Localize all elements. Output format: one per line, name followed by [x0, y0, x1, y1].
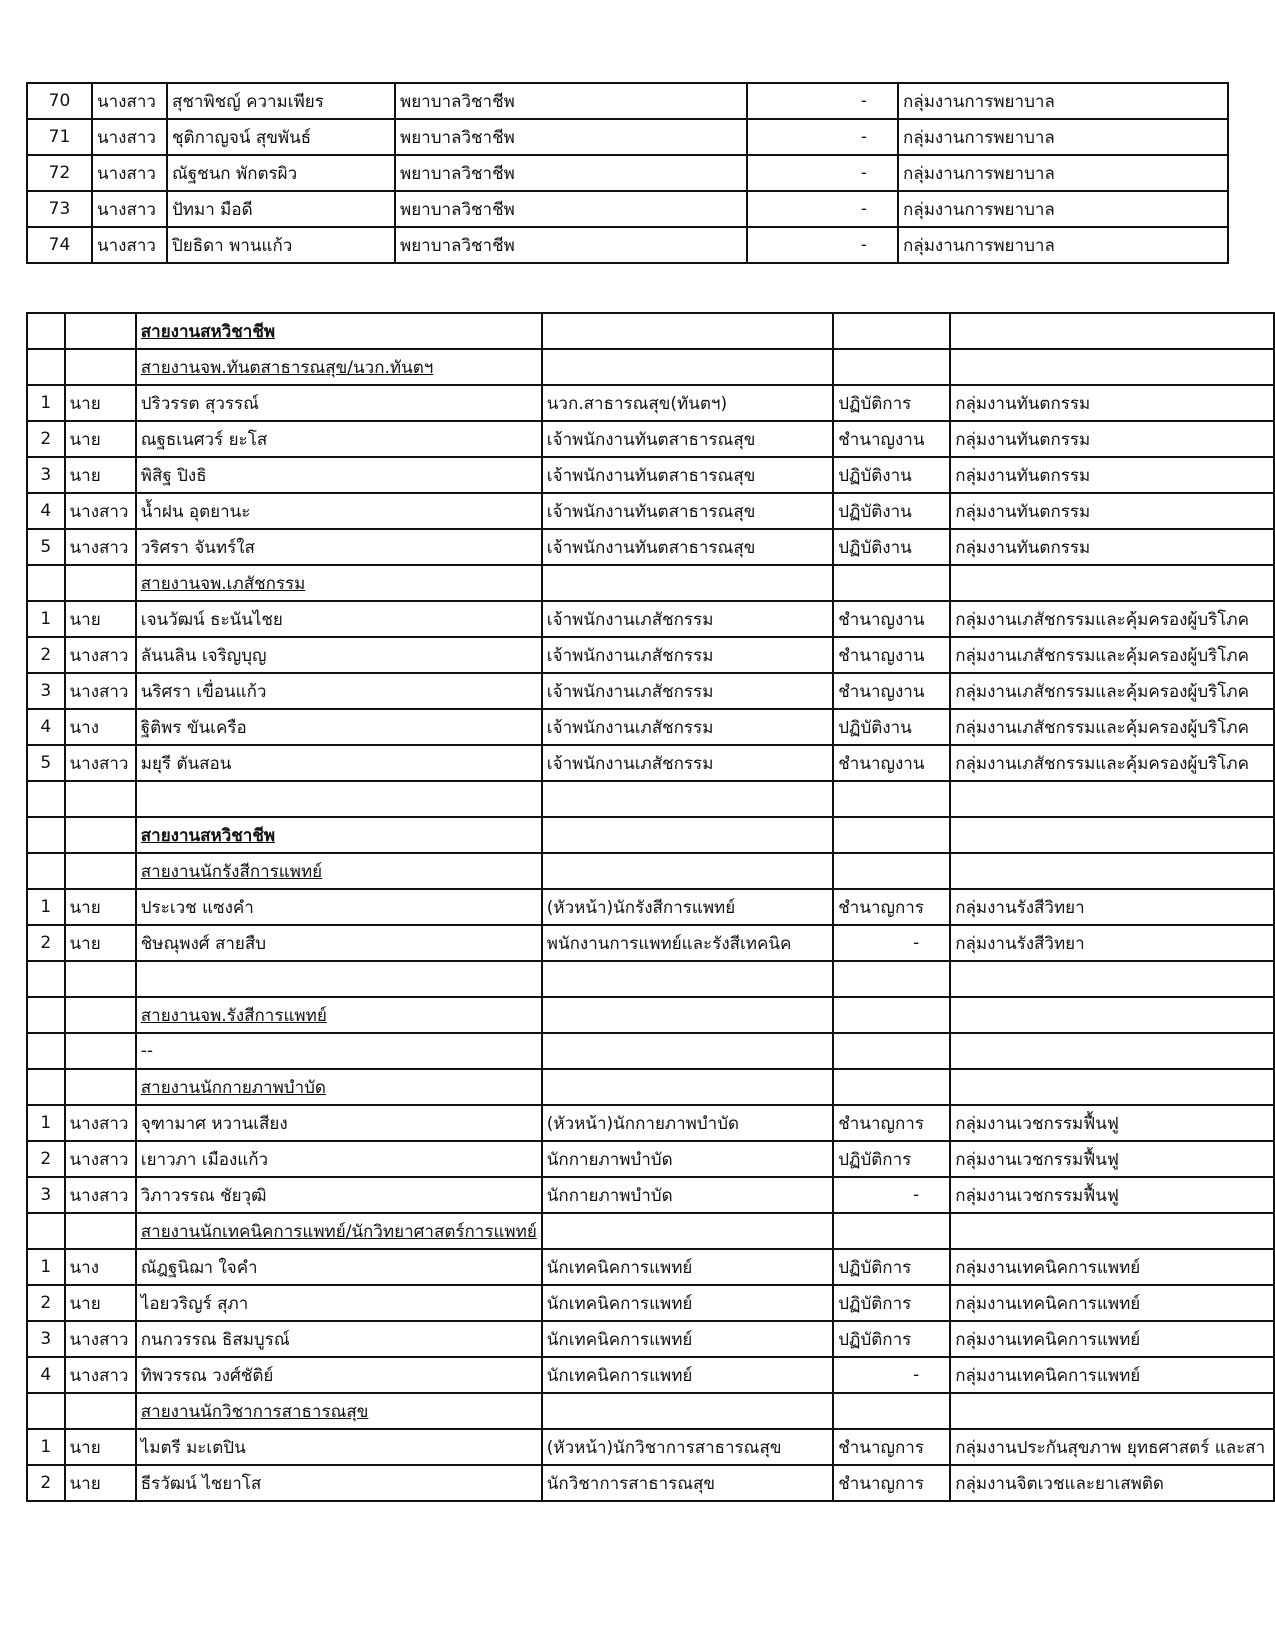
group-cell: กลุ่มงานเทคนิคการแพทย์	[950, 1321, 1274, 1357]
name-cell: ชุติกาญจน์ สุขพันธ์	[167, 119, 395, 155]
row-number-cell: 1	[27, 385, 65, 421]
row-number-cell	[27, 853, 65, 889]
group-cell: กลุ่มงานการพยาบาล	[898, 191, 1228, 227]
section-heading-row	[27, 349, 1274, 385]
position-cell: พยาบาลวิชาชีพ	[395, 227, 747, 263]
group-cell: กลุ่มงานเภสัชกรรมและคุ้มครองผู้บริโภค	[950, 673, 1274, 709]
prefix-cell: นาย	[65, 457, 136, 493]
name-cell: ฐิติพร ขันเครือ	[136, 709, 542, 745]
level-cell: ชำนาญการ	[833, 1465, 950, 1501]
row-number-cell	[27, 1069, 65, 1105]
row-number-cell: 4	[27, 493, 65, 529]
level-cell: ชำนาญการ	[833, 1429, 950, 1465]
level-cell: ปฏิบัติการ	[833, 1249, 950, 1285]
prefix-cell	[65, 313, 136, 349]
prefix-cell: นาย	[65, 601, 136, 637]
level-cell	[833, 313, 950, 349]
table-row	[27, 385, 1274, 421]
prefix-cell: นางสาว	[65, 529, 136, 565]
table-row	[27, 601, 1274, 637]
group-cell	[950, 853, 1274, 889]
position-cell	[542, 781, 833, 817]
row-number-cell: 3	[27, 673, 65, 709]
position-cell: นักเทคนิคการแพทย์	[542, 1321, 833, 1357]
prefix-cell	[65, 853, 136, 889]
level-cell	[833, 997, 950, 1033]
name-cell	[136, 781, 542, 817]
level-cell: -	[747, 83, 898, 119]
level-cell: ชำนาญการ	[833, 889, 950, 925]
group-cell: กลุ่มงานเวชกรรมฟื้นฟู	[950, 1177, 1274, 1213]
table-row	[27, 227, 1228, 263]
row-number-cell: 1	[27, 889, 65, 925]
position-cell: นักเทคนิคการแพทย์	[542, 1249, 833, 1285]
group-cell: กลุ่มงานการพยาบาล	[898, 119, 1228, 155]
row-number-cell: 3	[27, 1321, 65, 1357]
row-number-cell: 5	[27, 745, 65, 781]
name-cell: ณฐธเนศวร์ ยะโส	[136, 421, 542, 457]
row-number-cell: 70	[27, 83, 92, 119]
level-cell	[833, 853, 950, 889]
row-number-cell	[27, 781, 65, 817]
name-cell: กนกวรรณ ธิสมบูรณ์	[136, 1321, 542, 1357]
group-cell: กลุ่มงานเภสัชกรรมและคุ้มครองผู้บริโภค	[950, 637, 1274, 673]
group-cell: กลุ่มงานทันตกรรม	[950, 493, 1274, 529]
level-cell: ปฏิบัติงาน	[833, 457, 950, 493]
row-number-cell	[27, 1213, 65, 1249]
position-cell: นักเทคนิคการแพทย์	[542, 1357, 833, 1393]
position-cell: (หัวหน้า)นักกายภาพบำบัด	[542, 1105, 833, 1141]
prefix-cell	[65, 349, 136, 385]
group-cell: กลุ่มงานรังสีวิทยา	[950, 925, 1274, 961]
level-cell: -	[833, 1177, 950, 1213]
group-cell: กลุ่มงานเภสัชกรรมและคุ้มครองผู้บริโภค	[950, 709, 1274, 745]
table-row	[27, 1429, 1274, 1465]
row-number-cell: 1	[27, 1105, 65, 1141]
level-cell	[833, 1213, 950, 1249]
group-cell	[950, 565, 1274, 601]
level-cell	[833, 1033, 950, 1069]
group-cell	[950, 1069, 1274, 1105]
table-row	[27, 1249, 1274, 1285]
row-number-cell: 2	[27, 421, 65, 457]
position-cell	[542, 1393, 833, 1429]
group-cell: กลุ่มงานทันตกรรม	[950, 421, 1274, 457]
section-heading-row	[27, 1213, 1274, 1249]
prefix-cell: นางสาว	[92, 83, 167, 119]
row-number-cell: 2	[27, 925, 65, 961]
position-cell: เจ้าพนักงานทันตสาธารณสุข	[542, 421, 833, 457]
group-cell	[950, 313, 1274, 349]
position-cell	[542, 1213, 833, 1249]
prefix-cell: นางสาว	[65, 673, 136, 709]
row-number-cell: 1	[27, 1249, 65, 1285]
prefix-cell: นางสาว	[65, 1321, 136, 1357]
prefix-cell: นางสาว	[65, 637, 136, 673]
section-heading: --	[136, 1033, 542, 1069]
position-cell	[542, 853, 833, 889]
level-cell: ปฏิบัติการ	[833, 1321, 950, 1357]
group-cell: กลุ่มงานทันตกรรม	[950, 529, 1274, 565]
group-cell: กลุ่มงานเทคนิคการแพทย์	[950, 1357, 1274, 1393]
name-cell: ไมตรี มะเตปิน	[136, 1429, 542, 1465]
group-cell: กลุ่มงานเทคนิคการแพทย์	[950, 1285, 1274, 1321]
table-row	[27, 1321, 1274, 1357]
row-number-cell: 3	[27, 457, 65, 493]
level-cell: -	[747, 155, 898, 191]
row-number-cell	[27, 565, 65, 601]
group-cell	[950, 961, 1274, 997]
level-cell: ชำนาญงาน	[833, 637, 950, 673]
level-cell: -	[833, 1357, 950, 1393]
prefix-cell: นางสาว	[92, 227, 167, 263]
name-cell: จุฑามาศ หวานเสียง	[136, 1105, 542, 1141]
name-cell: ลันนลิน เจริญบุญ	[136, 637, 542, 673]
position-cell	[542, 565, 833, 601]
prefix-cell	[65, 781, 136, 817]
name-cell: ปริวรรต สุวรรณ์	[136, 385, 542, 421]
section-heading-row	[27, 1393, 1274, 1429]
row-number-cell: 74	[27, 227, 92, 263]
level-cell: ชำนาญงาน	[833, 673, 950, 709]
prefix-cell	[65, 1393, 136, 1429]
prefix-cell: นางสาว	[65, 1141, 136, 1177]
group-cell: กลุ่มงานประกันสุขภาพ ยุทธศาสตร์ และสา	[950, 1429, 1274, 1465]
section-heading: สายงานจพ.รังสีการแพทย์	[136, 997, 542, 1033]
section-heading-row	[27, 853, 1274, 889]
table-row	[27, 421, 1274, 457]
level-cell	[833, 781, 950, 817]
name-cell: เจนวัฒน์ ธะนันไชย	[136, 601, 542, 637]
group-cell: กลุ่มงานจิตเวชและยาเสพติด	[950, 1465, 1274, 1501]
section-heading-row	[27, 1069, 1274, 1105]
position-cell	[542, 961, 833, 997]
level-cell: ชำนาญงาน	[833, 601, 950, 637]
section-heading-row	[27, 817, 1274, 853]
name-cell: ชิษณุพงศ์ สายสืบ	[136, 925, 542, 961]
prefix-cell: นาง	[65, 1249, 136, 1285]
table-row	[27, 493, 1274, 529]
group-cell: กลุ่มงานเภสัชกรรมและคุ้มครองผู้บริโภค	[950, 601, 1274, 637]
prefix-cell: นาย	[65, 385, 136, 421]
table-row	[27, 889, 1274, 925]
group-cell	[950, 349, 1274, 385]
prefix-cell	[65, 997, 136, 1033]
staff-table-top	[26, 82, 1229, 264]
prefix-cell: นางสาว	[65, 745, 136, 781]
level-cell: ชำนาญงาน	[833, 745, 950, 781]
level-cell: ปฏิบัติการ	[833, 1285, 950, 1321]
level-cell: ปฏิบัติงาน	[833, 709, 950, 745]
section-heading: สายงานนักเทคนิคการแพทย์/นักวิทยาศาสตร์การแพทย์	[136, 1213, 542, 1249]
name-cell: วิภาวรรณ ชัยวุฒิ	[136, 1177, 542, 1213]
section-heading: สายงานสหวิชาชีพ	[136, 313, 542, 349]
name-cell: ประเวช แซงคำ	[136, 889, 542, 925]
table-row	[27, 457, 1274, 493]
group-cell: กลุ่มงานเทคนิคการแพทย์	[950, 1249, 1274, 1285]
level-cell	[833, 961, 950, 997]
level-cell	[833, 565, 950, 601]
position-cell: เจ้าพนักงานเภสัชกรรม	[542, 637, 833, 673]
name-cell: ณัฐชนก พักตรผิว	[167, 155, 395, 191]
prefix-cell: นาย	[65, 925, 136, 961]
row-number-cell	[27, 313, 65, 349]
group-cell	[950, 1033, 1274, 1069]
table-row	[27, 119, 1228, 155]
prefix-cell	[65, 1213, 136, 1249]
group-cell	[950, 1393, 1274, 1429]
prefix-cell: นาย	[65, 1465, 136, 1501]
group-cell: กลุ่มงานการพยาบาล	[898, 155, 1228, 191]
row-number-cell	[27, 349, 65, 385]
prefix-cell: นางสาว	[65, 493, 136, 529]
row-number-cell: 2	[27, 637, 65, 673]
level-cell: -	[833, 925, 950, 961]
prefix-cell: นาง	[65, 709, 136, 745]
level-cell	[833, 1393, 950, 1429]
table-row	[27, 1357, 1274, 1393]
level-cell: -	[747, 191, 898, 227]
prefix-cell: นางสาว	[92, 191, 167, 227]
position-cell: เจ้าพนักงานทันตสาธารณสุข	[542, 493, 833, 529]
group-cell: กลุ่มงานการพยาบาล	[898, 227, 1228, 263]
name-cell: ปิยธิดา พานแก้ว	[167, 227, 395, 263]
table-row	[27, 637, 1274, 673]
name-cell: นริศรา เขื่อนแก้ว	[136, 673, 542, 709]
blank-row	[27, 781, 1274, 817]
position-cell: (หัวหน้า)นักวิชาการสาธารณสุข	[542, 1429, 833, 1465]
staff-table-main	[26, 312, 1275, 1502]
prefix-cell: นางสาว	[65, 1105, 136, 1141]
group-cell	[950, 1213, 1274, 1249]
section-heading: สายงานนักกายภาพบำบัด	[136, 1069, 542, 1105]
section-heading: สายงานจพ.เภสัชกรรม	[136, 565, 542, 601]
level-cell: ปฏิบัติงาน	[833, 529, 950, 565]
position-cell: เจ้าพนักงานทันตสาธารณสุข	[542, 529, 833, 565]
prefix-cell	[65, 961, 136, 997]
section-heading: สายงานนักรังสีการแพทย์	[136, 853, 542, 889]
row-number-cell: 4	[27, 1357, 65, 1393]
prefix-cell: นางสาว	[92, 155, 167, 191]
prefix-cell	[65, 1033, 136, 1069]
prefix-cell: นาย	[65, 421, 136, 457]
section-heading: สายงานจพ.ทันตสาธารณสุข/นวก.ทันตฯ	[136, 349, 542, 385]
row-number-cell: 71	[27, 119, 92, 155]
group-cell: กลุ่มงานรังสีวิทยา	[950, 889, 1274, 925]
row-number-cell: 73	[27, 191, 92, 227]
position-cell: นักกายภาพบำบัด	[542, 1177, 833, 1213]
group-cell: กลุ่มงานเภสัชกรรมและคุ้มครองผู้บริโภค	[950, 745, 1274, 781]
prefix-cell	[65, 1069, 136, 1105]
table-row	[27, 155, 1228, 191]
position-cell	[542, 1033, 833, 1069]
prefix-cell	[65, 565, 136, 601]
row-number-cell: 2	[27, 1285, 65, 1321]
level-cell: -	[747, 227, 898, 263]
name-cell: สุชาพิชญ์ ความเพียร	[167, 83, 395, 119]
level-cell	[833, 817, 950, 853]
name-cell: มยุรี ตันสอน	[136, 745, 542, 781]
level-cell: -	[747, 119, 898, 155]
name-cell	[136, 961, 542, 997]
level-cell: ชำนาญงาน	[833, 421, 950, 457]
position-cell: พยาบาลวิชาชีพ	[395, 83, 747, 119]
table-row	[27, 745, 1274, 781]
table-row	[27, 1465, 1274, 1501]
position-cell	[542, 313, 833, 349]
table-row	[27, 191, 1228, 227]
position-cell	[542, 349, 833, 385]
level-cell: ปฏิบัติการ	[833, 1141, 950, 1177]
position-cell: (หัวหน้า)นักรังสีการแพทย์	[542, 889, 833, 925]
position-cell	[542, 1069, 833, 1105]
row-number-cell: 1	[27, 601, 65, 637]
name-cell: เยาวภา เมืองแก้ว	[136, 1141, 542, 1177]
name-cell: น้ำฝน อุตยานะ	[136, 493, 542, 529]
row-number-cell	[27, 997, 65, 1033]
position-cell: นวก.สาธารณสุข(ทันตฯ)	[542, 385, 833, 421]
section-heading-row	[27, 997, 1274, 1033]
row-number-cell: 2	[27, 1465, 65, 1501]
level-cell	[833, 1069, 950, 1105]
table-row	[27, 1105, 1274, 1141]
row-number-cell	[27, 1393, 65, 1429]
prefix-cell: นางสาว	[65, 1357, 136, 1393]
prefix-cell: นาย	[65, 889, 136, 925]
row-number-cell	[27, 961, 65, 997]
table-row	[27, 925, 1274, 961]
row-number-cell: 4	[27, 709, 65, 745]
section-heading: สายงานนักวิชาการสาธารณสุข	[136, 1393, 542, 1429]
table-row	[27, 673, 1274, 709]
group-cell	[950, 781, 1274, 817]
position-cell: เจ้าพนักงานเภสัชกรรม	[542, 601, 833, 637]
row-number-cell: 5	[27, 529, 65, 565]
position-cell: นักเทคนิคการแพทย์	[542, 1285, 833, 1321]
prefix-cell	[65, 817, 136, 853]
level-cell	[833, 349, 950, 385]
section-heading: สายงานสหวิชาชีพ	[136, 817, 542, 853]
group-cell: กลุ่มงานเวชกรรมฟื้นฟู	[950, 1105, 1274, 1141]
row-number-cell	[27, 817, 65, 853]
name-cell: ไอยวริญร์ สุภา	[136, 1285, 542, 1321]
group-cell: กลุ่มงานทันตกรรม	[950, 457, 1274, 493]
table-row	[27, 83, 1228, 119]
position-cell: นักกายภาพบำบัด	[542, 1141, 833, 1177]
row-number-cell	[27, 1033, 65, 1069]
prefix-cell: นาย	[65, 1285, 136, 1321]
position-cell: เจ้าพนักงานทันตสาธารณสุข	[542, 457, 833, 493]
table-row	[27, 1141, 1274, 1177]
section-heading-row	[27, 565, 1274, 601]
row-number-cell: 1	[27, 1429, 65, 1465]
name-cell: วริศรา จันทร์ใส	[136, 529, 542, 565]
name-cell: ธีรวัฒน์ ไชยาโส	[136, 1465, 542, 1501]
blank-row	[27, 961, 1274, 997]
position-cell: เจ้าพนักงานเภสัชกรรม	[542, 745, 833, 781]
position-cell: พยาบาลวิชาชีพ	[395, 119, 747, 155]
name-cell: ทิพวรรณ วงศ์ชัติย์	[136, 1357, 542, 1393]
position-cell: นักวิชาการสาธารณสุข	[542, 1465, 833, 1501]
position-cell: พยาบาลวิชาชีพ	[395, 155, 747, 191]
row-number-cell: 72	[27, 155, 92, 191]
level-cell: ปฏิบัติการ	[833, 385, 950, 421]
section-heading-row	[27, 1033, 1274, 1069]
level-cell: ปฏิบัติงาน	[833, 493, 950, 529]
row-number-cell: 3	[27, 1177, 65, 1213]
name-cell: ณัฎฐนิฌา ใจคำ	[136, 1249, 542, 1285]
position-cell	[542, 997, 833, 1033]
prefix-cell: นางสาว	[92, 119, 167, 155]
prefix-cell: นางสาว	[65, 1177, 136, 1213]
table-row	[27, 529, 1274, 565]
position-cell	[542, 817, 833, 853]
name-cell: พิสิฐ ปิงธิ	[136, 457, 542, 493]
prefix-cell: นาย	[65, 1429, 136, 1465]
level-cell: ชำนาญการ	[833, 1105, 950, 1141]
group-cell: กลุ่มงานทันตกรรม	[950, 385, 1274, 421]
table-row	[27, 709, 1274, 745]
group-cell: กลุ่มงานเวชกรรมฟื้นฟู	[950, 1141, 1274, 1177]
position-cell: พนักงานการแพทย์และรังสีเทคนิค	[542, 925, 833, 961]
group-cell	[950, 817, 1274, 853]
table-row	[27, 1285, 1274, 1321]
row-number-cell: 2	[27, 1141, 65, 1177]
table-row	[27, 1177, 1274, 1213]
group-cell: กลุ่มงานการพยาบาล	[898, 83, 1228, 119]
position-cell: เจ้าพนักงานเภสัชกรรม	[542, 709, 833, 745]
group-cell	[950, 997, 1274, 1033]
section-heading-row	[27, 313, 1274, 349]
position-cell: เจ้าพนักงานเภสัชกรรม	[542, 673, 833, 709]
name-cell: ปัทมา มือดี	[167, 191, 395, 227]
position-cell: พยาบาลวิชาชีพ	[395, 191, 747, 227]
